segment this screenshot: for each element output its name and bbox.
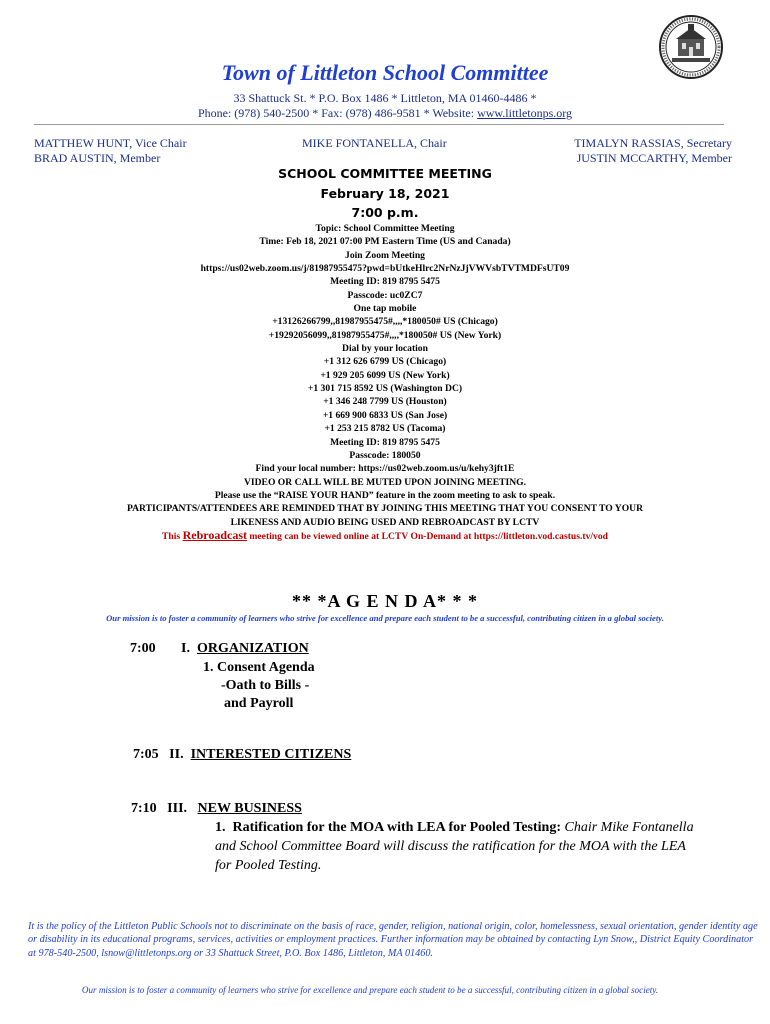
agenda-time: 7:05 [133,747,159,762]
zoom-line: One tap mobile [353,303,417,315]
rebroadcast-notice [20,529,750,543]
item-bold: Ratification for the MOA with LEA for Pooled Testing: [232,820,561,835]
zoom-line: Join Zoom Meeting [345,249,425,261]
agenda-number: III. [167,801,188,816]
zoom-local-number-link[interactable]: Find your local number: https://us02web.zoom.us/u/kehy3jft1E [255,463,515,475]
zoom-line: LIKENESS AND AUDIO BEING USED AND REBROADCAST BY LCTV [230,516,540,528]
website-link[interactable]: www.littletonps.org [477,106,573,120]
zoom-line: Meeting ID: 819 8795 5475 [330,436,440,448]
zoom-join-link[interactable]: https://us02web.zoom.us/j/81987955475?pwd=bUtkeHlrc2NrNzJjVWVsbTVTMDFsUT09 [200,263,570,275]
oath-to-bills: -Oath to Bills - [221,678,310,693]
zoom-line: Dial by your location [342,343,428,355]
agenda-heading: ** *A G E N D A* * * [291,591,479,611]
zoom-line: Please use the “RAISE YOUR HAND” feature in the zoom meeting to ask to speak. [214,489,556,501]
organization-subitems [203,659,315,713]
zoom-line: Topic: School Committee Meeting [315,223,455,234]
rebroadcast-prefix: This [162,530,183,542]
zoom-line: +1 929 205 6099 US (New York) [320,369,450,381]
committee-title: Town of Littleton School Committee [221,60,549,85]
zoom-line: +1 312 626 6799 US (Chicago) [323,356,447,368]
item-description: Chair Mike Fontanella and School Committee Board will discuss the ratification for the MOA with the LEA for Pooled Testing. [215,820,694,873]
zoom-line: +1 669 900 6833 US (San Jose) [322,409,448,421]
meeting-name: SCHOOL COMMITTEE MEETING [278,166,492,181]
zoom-line: PARTICIPANTS/ATTENDEES ARE REMINDED THAT BY JOINING THIS MEETING THAT YOU CONSENT TO YOUR [126,503,644,515]
agenda-time: 7:10 [131,801,157,816]
zoom-details [20,222,750,543]
contact-line [0,106,770,121]
agenda-time-organization: 7:00 [130,641,156,656]
mission-statement: Our mission is to foster a community of learners who strive for excellence and prepare each student to be a successful, contributing citizen in a global society. [106,613,664,623]
footer-mission: Our mission is to foster a community of learners who strive for excellence and prepare each student to be a successful, contributing citizen in a global society. [81,985,659,995]
agenda-title: INTERESTED CITIZENS [190,747,352,762]
zoom-line: Meeting ID: 819 8795 5475 [330,276,440,288]
contact-text: Phone: (978) 540-2500 * Fax: (978) 486-9581 * Website: [197,106,475,120]
zoom-line: +1 346 248 7799 US (Houston) [323,396,447,408]
agenda-number: II. [169,747,184,762]
agenda-title: NEW BUSINESS [197,801,302,816]
member-chair: MIKE FONTANELLA, Chair [302,136,447,150]
agenda-item-interested-citizens [133,747,351,763]
agenda-item-new-business [131,801,302,817]
new-business-item [215,818,695,875]
member-vice-chair: MATTHEW HUNT, Vice Chair [34,136,187,150]
item-number: 1. [215,820,226,835]
nondiscrimination-policy: It is the policy of the Littleton Public Schools not to discriminate on the basis of race, gender, religion, national origin, color, homelessness, sexual orientation, gender identity age or disability in its educational programs, services, activities or employment practices. Further information may be obtained by contacting Lyn Snow,, District Equity Coordinator at 978-540-2500, lsnow@littletonps.org or 33 Shattuck Street, P.O. Box 1486, Littleton, MA 01460. [28,921,758,959]
address-line: 33 Shattuck St. * P.O. Box 1486 * Littleton, MA 01460-4486 * [233,91,537,105]
zoom-line: Time: Feb 18, 2021 07:00 PM Eastern Time (US and Canada) [259,236,511,248]
member-mccarthy: JUSTIN MCCARTHY, Member [576,151,732,165]
agenda-number: I. [181,641,190,656]
meeting-time: 7:00 p.m. [351,205,419,220]
agenda-title: ORGANIZATION [196,641,309,656]
header-divider [34,124,724,125]
zoom-line: +1 301 715 8592 US (Washington DC) [307,383,463,395]
agenda-item-organization [181,641,309,657]
zoom-line: +13126266799,,81987955475#,,,,*180050# US (Chicago) [272,316,498,328]
zoom-line: +19292056099,,81987955475#,,,,*180050# US (New York) [268,329,502,341]
and-payroll: and Payroll [224,696,294,711]
meeting-date: February 18, 2021 [320,186,450,201]
zoom-line: Passcode: 180050 [349,449,421,461]
zoom-line: +1 253 215 8782 US (Tacoma) [324,423,446,435]
member-secretary: TIMALYN RASSIAS, Secretary [574,136,732,150]
member-austin: BRAD AUSTIN, Member [34,151,161,165]
zoom-line: VIDEO OR CALL WILL BE MUTED UPON JOINING MEETING. [243,476,527,488]
consent-agenda: 1. Consent Agenda [203,660,315,675]
rebroadcast-word: Rebroadcast [182,527,248,542]
zoom-line: Passcode: uc0ZC7 [347,289,423,301]
rebroadcast-link[interactable]: meeting can be viewed online at LCTV On-Demand at https://littleton.vod.castus.tv/vod [247,530,608,542]
